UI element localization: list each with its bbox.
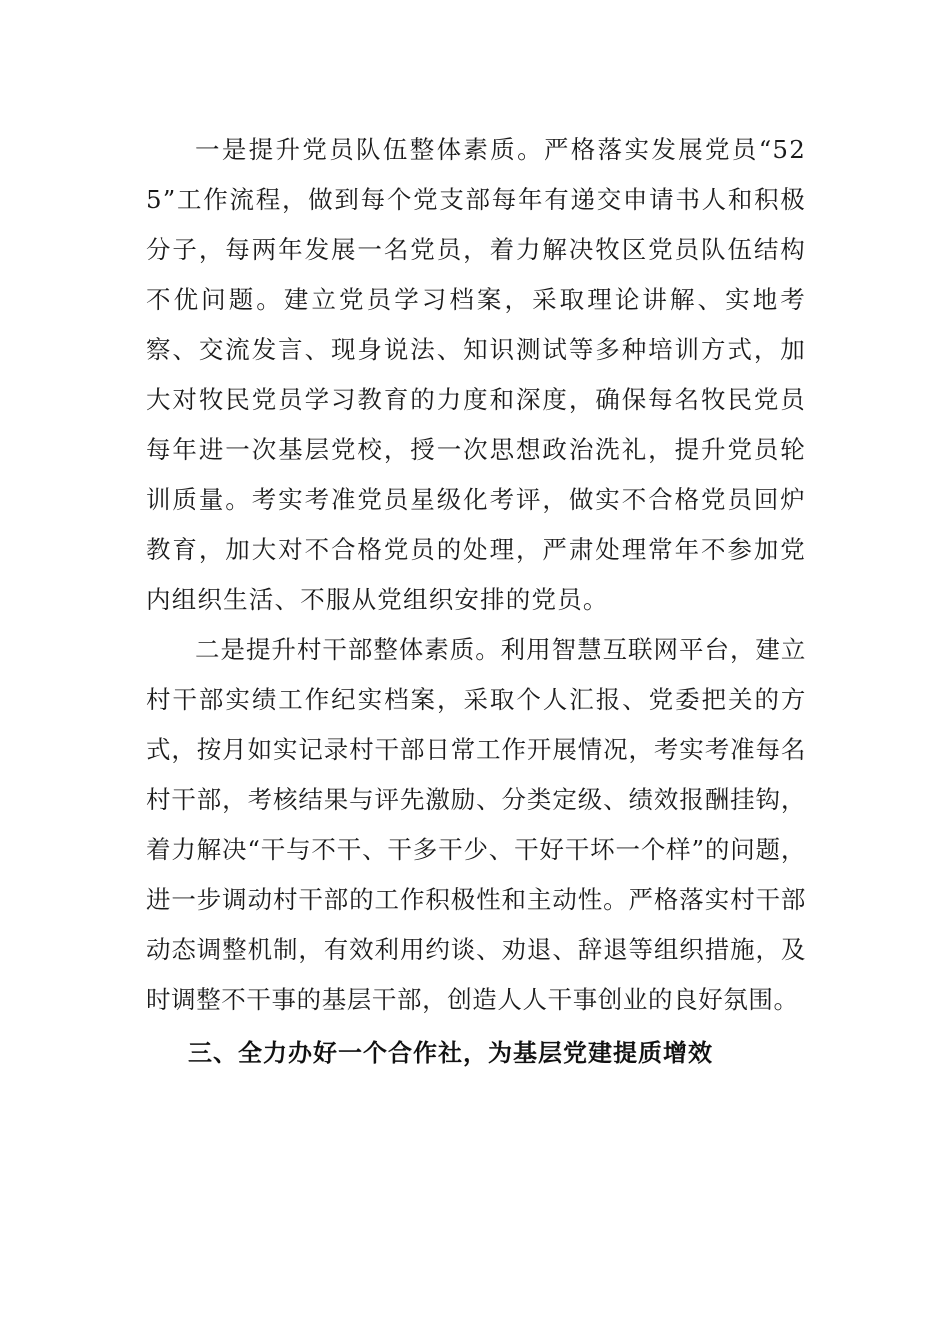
paragraph-party-member-quality: 一是提升党员队伍整体素质。严格落实发展党员“525”工作流程，做到每个党支部每年有递交申请书人和积极分子，每两年发展一名党员，着力解决牧区党员队伍结构不优问题。建立党员学习档案，采取理论讲解、实地考察、交流发言、现身说法、知识测试等多种培训方式，加大对牧民党员学习教育的力度和深度，确保每名牧民党员每年进一次基层党校，授一次思想政治洗礼，提升党员轮训质量。考实考准党员星级化考评，做实不合格党员回炉教育，加大对不合格党员的处理，严肃处理常年不参加党内组织生活、不服从党组织安排的党员。 bbox=[146, 135, 806, 614]
section-heading: 三、全力办好一个合作社，为基层党建提质增效 bbox=[188, 1039, 713, 1067]
paragraph-village-cadre-quality: 二是提升村干部整体素质。利用智慧互联网平台，建立村干部实绩工作纪实档案，采取个人汇报、党委把关的方式，按月如实记录村干部日常工作开展情况，考实考准每名村干部，考核结果与评先激励、分类定级、绩效报酬挂钩，着力解决“干与不干、干多干少、干好干坏一个样”的问题，进一步调动村干部的工作积极性和主动性。严格落实村干部动态调整机制，有效利用约谈、劝退、辞退等组织措施，及时调整不干事的基层干部，创造人人干事创业的良好氛围。 bbox=[146, 635, 806, 1014]
document-body bbox=[146, 125, 806, 1078]
